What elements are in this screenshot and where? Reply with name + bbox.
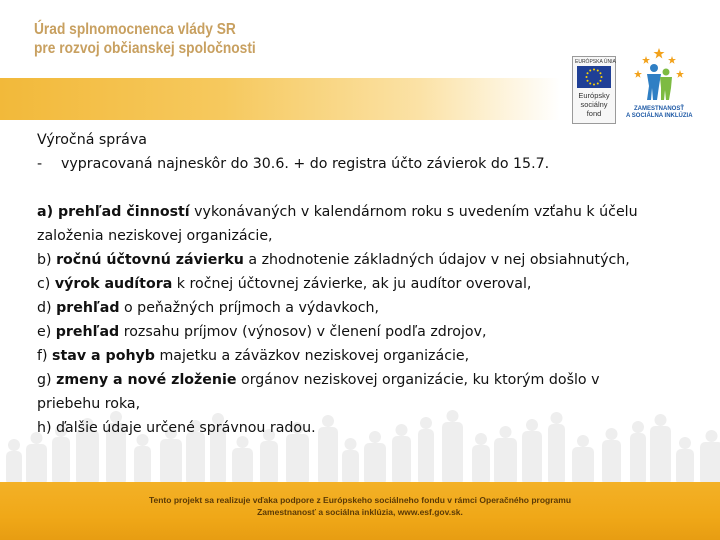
deadline-text: vypracovaná najneskôr do 30.6. + do registra účto závierok do 15.7. <box>61 156 550 172</box>
header-title-line2: pre rozvoj občianskej spoločnosti <box>34 40 256 57</box>
list-item <box>37 296 667 320</box>
employment-inclusion-text <box>626 106 692 120</box>
footer-line1: Tento projekt sa realizuje vďaka podpore z Európskeho sociálneho fondu v rámci Operačného programu <box>148 495 572 505</box>
eu-logo-top-text: EURÓPSKA ÚNIA <box>575 59 616 65</box>
eu-logo-line2: sociálny <box>580 100 608 109</box>
list-item <box>37 248 667 272</box>
list-item <box>37 416 667 440</box>
deadline-line <box>37 152 667 176</box>
eu-flag-icon <box>577 66 611 88</box>
item-prefix: h) ďalšie údaje určené správnou radou. <box>37 420 316 436</box>
item-prefix: b) <box>37 252 57 268</box>
item-bold: ročnú účtovnú závierku <box>56 252 244 268</box>
item-text: a zhodnotenie základných údajov v nej obsiahnutých, <box>243 252 630 268</box>
item-text: majetku a záväzkov neziskovej organizácie, <box>154 348 470 364</box>
eu-esf-logo <box>572 56 616 124</box>
item-prefix: e) <box>37 324 56 340</box>
item-text: rozsahu príjmov (výnosov) v členení podľa zdrojov, <box>119 324 487 340</box>
ez-logo-line1: ZAMESTNANOSŤ <box>634 106 684 112</box>
item-text: o peňažných príjmoch a výdavkoch, <box>119 300 380 316</box>
list-item <box>37 272 667 296</box>
list-item <box>37 200 667 248</box>
list-item <box>37 368 667 416</box>
footer-text <box>0 494 720 518</box>
item-bold: prehľad <box>55 324 120 340</box>
header-title-line1: Úrad splnomocnenca vlády SR <box>34 21 236 38</box>
dash-bullet: - <box>37 156 43 172</box>
item-text: k ročnej účtovnej závierke, ak ju audítor overoval, <box>172 276 532 292</box>
eu-logo-line3: fond <box>586 109 602 118</box>
eu-logo-line1: Európsky <box>578 91 610 100</box>
content-area <box>37 128 667 440</box>
item-prefix: f) <box>37 348 53 364</box>
item-prefix: g) <box>37 372 57 388</box>
heading: Výročná správa <box>37 132 147 148</box>
item-text: vykonávaných v kalendárnom roku s uvedením vzťahu k účelu založenia neziskovej organizácie, <box>37 204 638 244</box>
people-stars-icon <box>630 46 688 104</box>
item-prefix: c) <box>37 276 55 292</box>
employment-inclusion-logo <box>626 46 692 122</box>
item-text: orgánov neziskovej organizácie, ku ktorým došlo v priebehu roka, <box>37 372 600 412</box>
eu-logo-text <box>574 91 614 118</box>
item-bold: stav a pohyb <box>52 348 155 364</box>
item-bold: výrok audítora <box>54 276 173 292</box>
item-bold: a) prehľad činností <box>37 204 190 220</box>
ez-logo-line2: A SOCIÁLNA INKLÚZIA <box>626 113 693 119</box>
item-prefix: d) <box>37 300 57 316</box>
item-bold: prehľad <box>56 300 120 316</box>
footer-band <box>0 482 720 540</box>
list-item <box>37 344 667 368</box>
header-title <box>34 20 256 58</box>
list-item <box>37 320 667 344</box>
footer-line2: Zamestnanosť a sociálna inklúzia, www.esf.gov.sk. <box>257 507 463 517</box>
header-band <box>0 78 560 120</box>
item-bold: zmeny a nové zloženie <box>56 372 237 388</box>
